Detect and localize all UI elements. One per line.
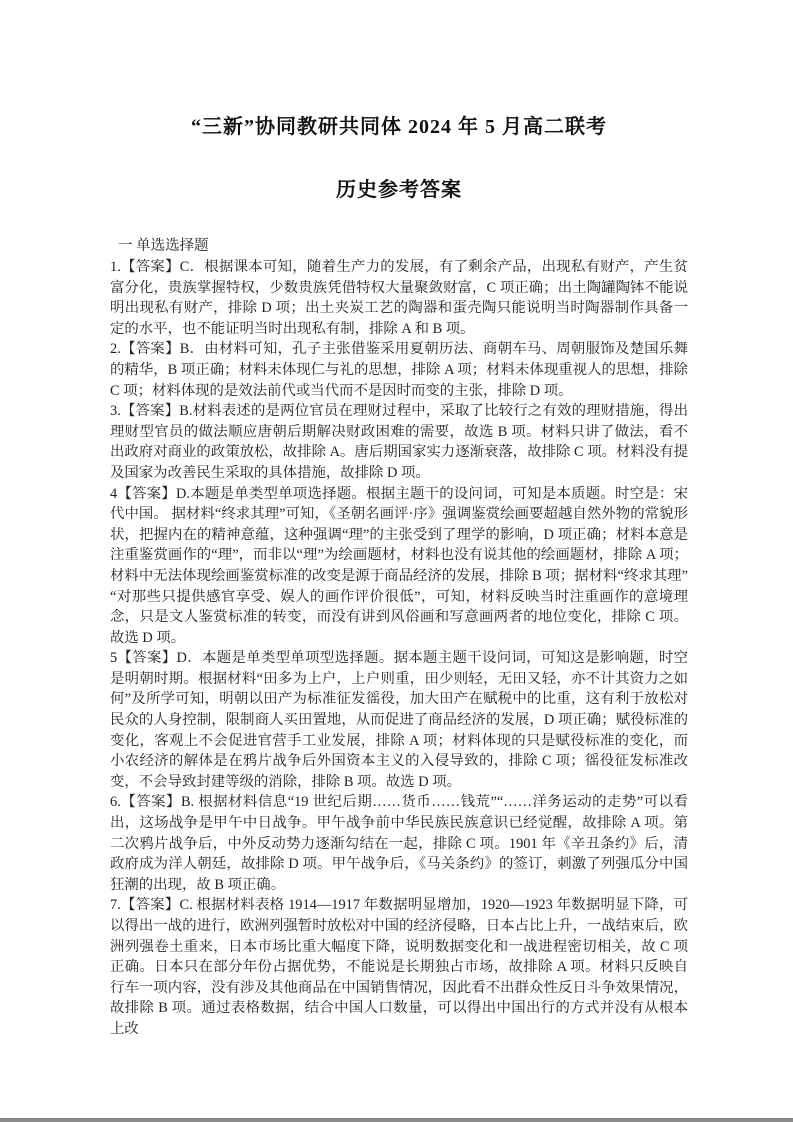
answer-paragraph-5: 5【答案】D．本题是单类型单项型选择题。据本题主题干设问词，可知这是影响题，时空是明朝时期。根据材料“田多为上户，上户则重，田少则轻，无田又轻，亦不计其资力之如何”及所学可知，明朝以田产为标准征发徭役，加大田产在赋税中的比重，这有利于放松对民众的人身控制，限制商人买田置地，从而促进了商品经济的发展，D 项正确；赋役标准的变化，客观上不会促进官营手工业发展，排除 A 项；材料体现的只是赋役标准的变化，而小农经济的解体是在鸦片战争后外国资本主义的入侵导致的，排除 C 项；徭役征发标准改变，不会导致封建等级的消除，排除 B 项。故选 D 项。 xyxy=(110,650,688,790)
answer-paragraph-2: 2.【答案】B．由材料可知，孔子主张借鉴采用夏朝历法、商朝车马、周朝服饰及楚国乐舞的精华，B 项正确；材料未体现仁与礼的思想，排除 A 项；材料未体现重视人的思想，排除 C 项；材料体现的是效法前代或当代而不是因时而变的主张，排除 D 项。 xyxy=(110,341,688,399)
document-content xyxy=(110,112,688,1040)
answer-paragraph-6: 6.【答案】B. 根据材料信息“19 世纪后期……货币……钱荒”“……洋务运动的走势”可以看出，这场战争是甲午中日战争。甲午战争前中华民族民族意识已经觉醒，故排除 A 项。第二次鸦片战争后，中外反动势力逐渐勾结在一起，排除 C 项。1901 年《辛丑条约》后，清政府成为洋人朝廷，故排除 D 项。甲午战争后，《马关条约》的签订，刺激了列强瓜分中国狂潮的出现，故 B 项正确。 xyxy=(110,794,688,893)
answer-paragraph-7: 7.【答案】C. 根据材料表格 1914—1917 年数据明显增加，1920—1923 年数据明显下降，可以得出一战的进行，欧洲列强暂时放松对中国的经济侵略，日本占比上升，一战结束后，欧洲列强卷土重来，日本市场比重大幅度下降，说明数据变化和一战进程密切相关，故 C 项正确。日本只在部分年份占据优势，不能说是长期独占市场，故排除 A 项。材料只反映自行车一项内容，没有涉及其他商品在中国销售情况，因此看不出群众性反日斗争效果情况，故排除 B 项。通过表格数据，结合中国人口数量，可以得出中国出行的方式并没有从根本上改 xyxy=(110,897,688,1037)
answer-paragraph-1: 1.【答案】C．根据课本可知，随着生产力的发展，有了剩余产品，出现私有财产，产生贫富分化，贵族掌握特权，少数贵族凭借特权大量聚敛财富，C 项正确；出土陶罐陶钵不能说明出现私有财产，排除 D 项；出土夹炭工艺的陶器和蛋壳陶只能说明当时陶器制作具备一定的水平，也不能证明当时出现私有制，排除 A 和 B 项。 xyxy=(110,259,688,337)
exam-title: “三新”协同教研共同体 2024 年 5 月高二联考 xyxy=(191,116,607,138)
page-bottom-edge xyxy=(0,1118,793,1122)
answers-list xyxy=(110,257,688,1040)
section-heading-single-choice: 一 单选选择题 xyxy=(118,238,209,254)
answer-key-subtitle: 历史参考答案 xyxy=(336,179,462,201)
answer-paragraph-3: 3.【答案】B.材料表述的是两位官员在理财过程中，采取了比较行之有效的理财措施，得出理财型官员的做法顺应唐朝后期解决财政困难的需要，故选 B 项。材料只讲了做法，看不出政府对商业的政策放松，故排除 A。唐后期国家实力逐渐衰落，故排除 C 项。材料没有提及国家为改善民生采取的具体措施，故排除 D 项。 xyxy=(110,403,688,481)
answer-paragraph-4: 4【答案】D.本题是单类型单项选择题。根据主题干的设问词，可知是本质题。时空是：宋代中国。 据材料“终求其理”可知，《圣朝名画评·序》强调鉴赏绘画要超越自然外物的常貌形状，把握内在的精神意蕴，这种强调“理”的主张受到了理学的影响，D 项正确；材料本意是注重鉴赏画作的“理”，而非以“理”为绘画题材，材料也没有说其他的绘画题材，排除 A 项；材料中无法体现绘画鉴赏标准的改变是源于商品经济的发展，排除 B 项；据材料“终求其理”“对那些只提供感官享受、娱人的画作评价很低”，可知，材料反映当时注重画作的意境理念，只是文人鉴赏标准的转变，而没有讲到风俗画和写意画两者的地位变化，排除 C 项。故选 D 项。 xyxy=(110,485,688,646)
